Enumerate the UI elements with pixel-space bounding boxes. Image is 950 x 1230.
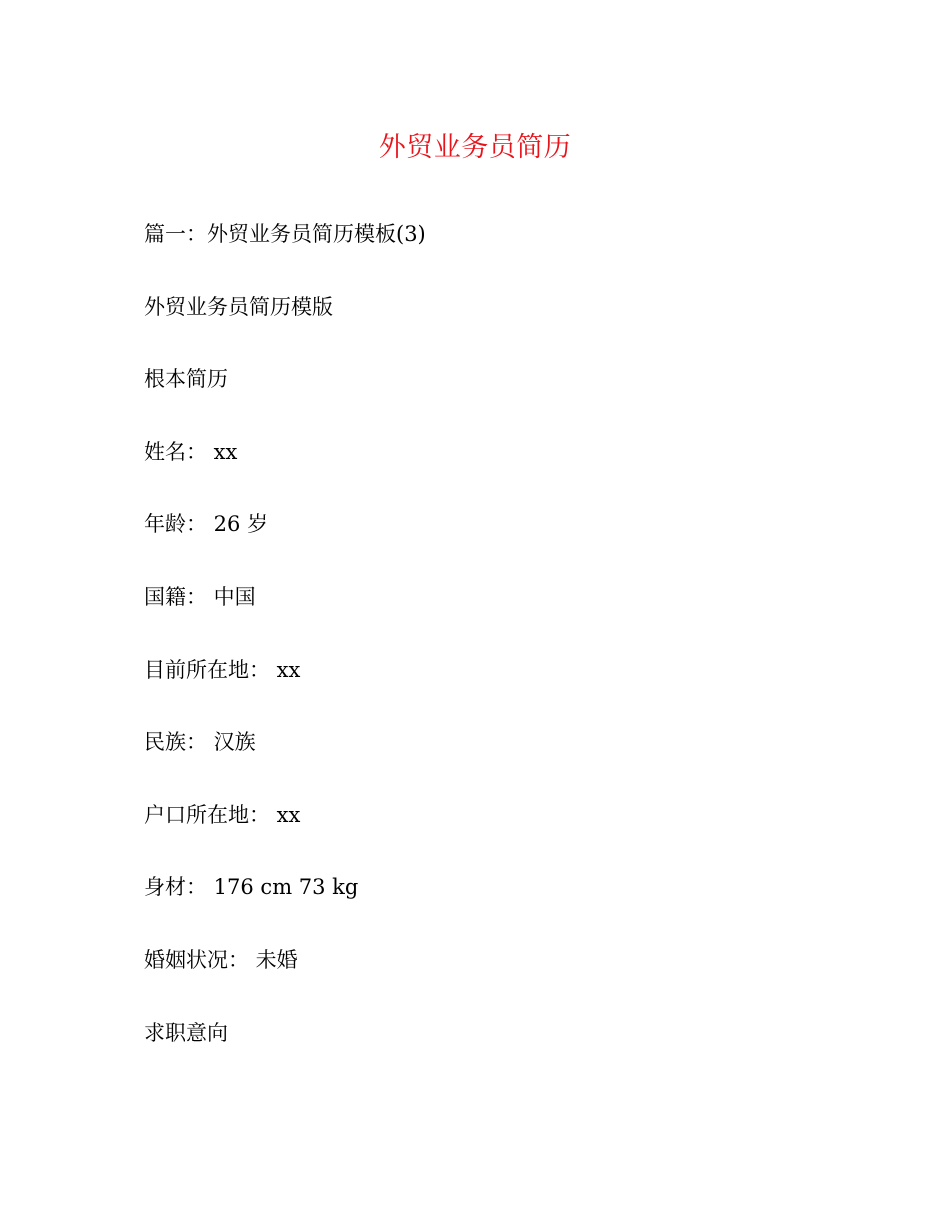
field-name: 姓名： xx bbox=[144, 439, 238, 464]
document-body bbox=[144, 216, 426, 1087]
subheading: 外贸业务员简历模版 bbox=[144, 294, 333, 319]
job-intention-heading: 求职意向 bbox=[144, 1020, 228, 1045]
section-heading: 篇一：外贸业务员简历模板(3) bbox=[144, 222, 426, 246]
field-nationality: 国籍： 中国 bbox=[144, 584, 256, 609]
field-current-location: 目前所在地： xx bbox=[144, 657, 301, 682]
field-height-weight: 身材： 176 cm 73 kg bbox=[144, 875, 359, 900]
field-marital-status: 婚姻状况： 未婚 bbox=[144, 947, 298, 972]
document-title: 外贸业务员简历 bbox=[378, 132, 572, 163]
field-ethnicity: 民族： 汉族 bbox=[144, 730, 256, 755]
basic-resume-heading: 根本简历 bbox=[144, 367, 228, 392]
field-age: 年龄： 26 岁 bbox=[144, 512, 269, 537]
field-household-registration: 户口所在地： xx bbox=[144, 802, 301, 827]
